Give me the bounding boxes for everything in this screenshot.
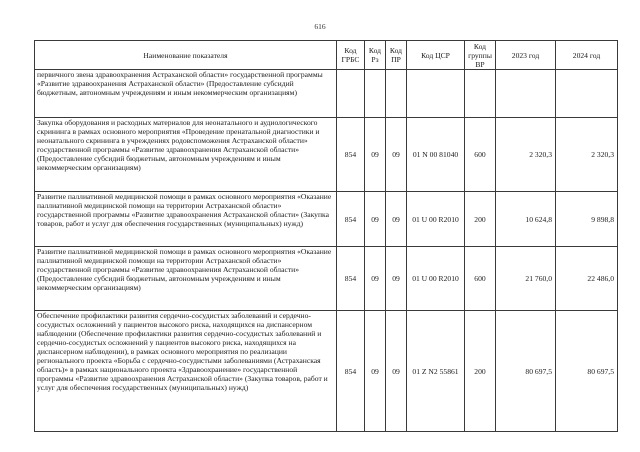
row-name: Развитие паллиативной медицинской помощи в рамках основного мероприятия «Оказание паллиативной медицинской помощи на территории Астраханской области» государственной программы «Развитие здравоохранения Астраханской области» (Закупка товаров, работ и услуг для обеспечения государственных (муниципальных) нужд) — [35, 192, 337, 247]
row-name: Обеспечение профилактики развития сердечно-сосудистых заболеваний и сердечно-сосудистых осложнений у пациентов высокого риска, находящихся на диспансерном наблюдении (Обеспечение профилактики развития сердечно-сосудистых заболеваний и сердечно-сосудистых осложнений у пациентов высокого риска, находящихся на диспансерном наблюдении), в рамках основного мероприятия по реализации регионального проекта «Борьба с сердечно-сосудистыми заболеваниями (Астраханская область)» в рамках национального проекта «Здравоохранение» государственной программы «Развитие здравоохранения Астраханской области» (Закупка товаров, работ и услуг для обеспечения государственных (муниципальных) нужд) — [35, 311, 337, 432]
row-pr: 09 — [386, 247, 407, 311]
row-rz — [365, 70, 386, 118]
header-rz: Код Рз — [365, 41, 386, 70]
table-row — [35, 247, 618, 311]
row-vr: 600 — [465, 247, 496, 311]
row-2024: 80 697,5 — [556, 311, 618, 432]
row-pr: 09 — [386, 311, 407, 432]
row-rz: 09 — [365, 118, 386, 192]
header-csr: Код ЦСР — [407, 41, 465, 70]
header-vr: Код группы ВР — [465, 41, 496, 70]
row-csr: 01 U 00 R2010 — [407, 247, 465, 311]
header-2023: 2023 год — [496, 41, 556, 70]
table-row — [35, 118, 618, 192]
row-csr: 01 N 00 81040 — [407, 118, 465, 192]
table-row — [35, 192, 618, 247]
row-vr: 200 — [465, 192, 496, 247]
header-pr: Код ПР — [386, 41, 407, 70]
row-vr — [465, 70, 496, 118]
row-pr — [386, 70, 407, 118]
row-2024: 9 898,8 — [556, 192, 618, 247]
row-grbs — [337, 70, 365, 118]
row-rz: 09 — [365, 247, 386, 311]
row-grbs: 854 — [337, 118, 365, 192]
header-row — [35, 41, 618, 70]
row-rz: 09 — [365, 311, 386, 432]
row-2024 — [556, 70, 618, 118]
row-grbs: 854 — [337, 192, 365, 247]
row-csr — [407, 70, 465, 118]
row-name: первичного звена здравоохранения Астраханской области» государственной программы «Развитие здравоохранения Астраханской области» (Предоставление субсидий бюджетным, автономным учреждениям и иным некоммерческим организациям) — [35, 70, 337, 118]
row-2023: 10 624,8 — [496, 192, 556, 247]
row-grbs: 854 — [337, 311, 365, 432]
row-name: Развитие паллиативной медицинской помощи в рамках основного мероприятия «Оказание паллиативной медицинской помощи на территории Астраханской области» государственной программы «Развитие здравоохранения Астраханской области» (Предоставление субсидий бюджетным, автономным учреждениям и иным некоммерческим организациям) — [35, 247, 337, 311]
row-rz: 09 — [365, 192, 386, 247]
table-row — [35, 311, 618, 432]
row-2024: 22 486,0 — [556, 247, 618, 311]
row-2023: 80 697,5 — [496, 311, 556, 432]
budget-table — [34, 40, 618, 432]
row-grbs: 854 — [337, 247, 365, 311]
row-vr: 200 — [465, 311, 496, 432]
row-csr: 01 U 00 R2010 — [407, 192, 465, 247]
row-2024: 2 320,3 — [556, 118, 618, 192]
row-pr: 09 — [386, 118, 407, 192]
row-vr: 600 — [465, 118, 496, 192]
row-2023: 2 320,3 — [496, 118, 556, 192]
row-name: Закупка оборудования и расходных материалов для неонатального и аудиологического скрининга в рамках основного мероприятия «Проведение пренатальной диагностики и неонатального скрининга в учреждениях родовспоможения Астраханской области» государственной программы «Развитие здравоохранения Астраханской области» (Предоставление субсидий бюджетным, автономным учреждениям и иным некоммерческим организациям) — [35, 118, 337, 192]
header-grbs: Код ГРБС — [337, 41, 365, 70]
row-2023: 21 760,0 — [496, 247, 556, 311]
table-row — [35, 70, 618, 118]
header-2024: 2024 год — [556, 41, 618, 70]
header-name: Наименование показателя — [35, 41, 337, 70]
row-csr: 01 Z N2 55861 — [407, 311, 465, 432]
row-pr: 09 — [386, 192, 407, 247]
page-number: 616 — [314, 22, 326, 31]
row-2023 — [496, 70, 556, 118]
